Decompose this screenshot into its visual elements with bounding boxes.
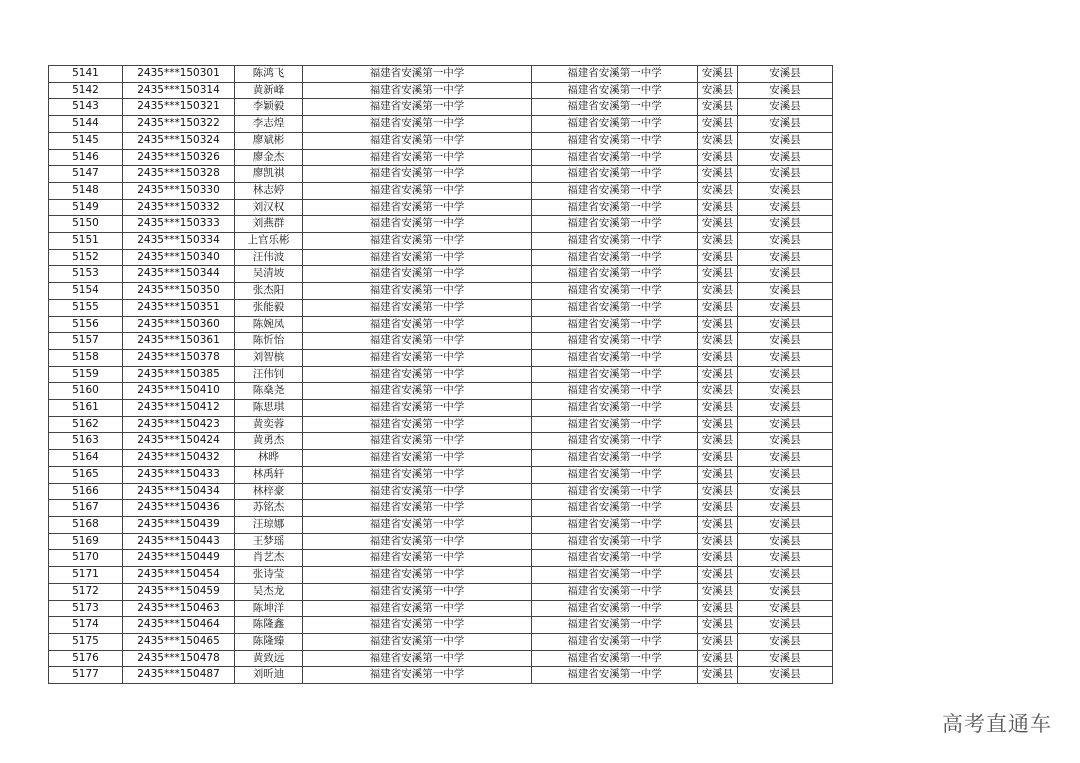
cell-student-name: 陈忻怡: [235, 333, 303, 350]
cell-seq-no: 5172: [49, 583, 123, 600]
table-row: [49, 567, 833, 584]
cell-student-name: 张杰阳: [235, 283, 303, 300]
table-row: [49, 82, 833, 99]
cell-county-2: 安溪县: [738, 182, 833, 199]
cell-school-2: 福建省安溪第一中学: [532, 650, 698, 667]
cell-seq-no: 5165: [49, 466, 123, 483]
cell-student-name: 汪伟波: [235, 249, 303, 266]
cell-school: 福建省安溪第一中学: [303, 400, 532, 417]
cell-exam-id: 2435***150360: [123, 316, 235, 333]
cell-seq-no: 5174: [49, 617, 123, 634]
cell-school-2: 福建省安溪第一中学: [532, 450, 698, 467]
cell-seq-no: 5155: [49, 299, 123, 316]
cell-county: 安溪县: [698, 66, 738, 83]
cell-county-2: 安溪县: [738, 82, 833, 99]
cell-school: 福建省安溪第一中学: [303, 500, 532, 517]
cell-county-2: 安溪县: [738, 299, 833, 316]
table-row: [49, 650, 833, 667]
cell-seq-no: 5151: [49, 233, 123, 250]
table-row: [49, 667, 833, 684]
cell-county-2: 安溪县: [738, 600, 833, 617]
table-row: [49, 433, 833, 450]
table-row: [49, 216, 833, 233]
cell-county: 安溪县: [698, 516, 738, 533]
cell-school: 福建省安溪第一中学: [303, 333, 532, 350]
cell-seq-no: 5141: [49, 66, 123, 83]
cell-seq-no: 5143: [49, 99, 123, 116]
cell-school-2: 福建省安溪第一中学: [532, 299, 698, 316]
cell-school-2: 福建省安溪第一中学: [532, 617, 698, 634]
table-row: [49, 333, 833, 350]
cell-county-2: 安溪县: [738, 550, 833, 567]
cell-seq-no: 5169: [49, 533, 123, 550]
cell-county-2: 安溪县: [738, 617, 833, 634]
cell-seq-no: 5163: [49, 433, 123, 450]
cell-county-2: 安溪县: [738, 316, 833, 333]
cell-exam-id: 2435***150330: [123, 182, 235, 199]
cell-county: 安溪县: [698, 433, 738, 450]
cell-exam-id: 2435***150322: [123, 116, 235, 133]
cell-county-2: 安溪县: [738, 450, 833, 467]
cell-exam-id: 2435***150378: [123, 349, 235, 366]
cell-exam-id: 2435***150301: [123, 66, 235, 83]
cell-student-name: 林梓豪: [235, 483, 303, 500]
cell-county-2: 安溪县: [738, 633, 833, 650]
cell-county-2: 安溪县: [738, 199, 833, 216]
cell-student-name: 林志婷: [235, 182, 303, 199]
cell-school: 福建省安溪第一中学: [303, 550, 532, 567]
cell-school-2: 福建省安溪第一中学: [532, 149, 698, 166]
cell-school: 福建省安溪第一中学: [303, 583, 532, 600]
cell-exam-id: 2435***150434: [123, 483, 235, 500]
cell-school-2: 福建省安溪第一中学: [532, 466, 698, 483]
cell-student-name: 吴杰龙: [235, 583, 303, 600]
cell-county-2: 安溪县: [738, 383, 833, 400]
table-row: [49, 249, 833, 266]
cell-county: 安溪县: [698, 416, 738, 433]
table-row: [49, 416, 833, 433]
cell-county: 安溪县: [698, 149, 738, 166]
cell-school: 福建省安溪第一中学: [303, 450, 532, 467]
cell-county-2: 安溪县: [738, 466, 833, 483]
cell-seq-no: 5158: [49, 349, 123, 366]
cell-seq-no: 5152: [49, 249, 123, 266]
table-row: [49, 450, 833, 467]
cell-student-name: 张能毅: [235, 299, 303, 316]
cell-school: 福建省安溪第一中学: [303, 667, 532, 684]
cell-seq-no: 5161: [49, 400, 123, 417]
cell-school: 福建省安溪第一中学: [303, 266, 532, 283]
cell-county-2: 安溪县: [738, 400, 833, 417]
cell-seq-no: 5166: [49, 483, 123, 500]
cell-student-name: 汪琼娜: [235, 516, 303, 533]
cell-county: 安溪县: [698, 283, 738, 300]
cell-county: 安溪县: [698, 333, 738, 350]
cell-county: 安溪县: [698, 633, 738, 650]
cell-student-name: 刘汉权: [235, 199, 303, 216]
cell-county: 安溪县: [698, 650, 738, 667]
cell-exam-id: 2435***150351: [123, 299, 235, 316]
table-row: [49, 617, 833, 634]
candidate-list-table: [48, 65, 833, 684]
cell-school: 福建省安溪第一中学: [303, 132, 532, 149]
cell-county-2: 安溪县: [738, 500, 833, 517]
cell-seq-no: 5154: [49, 283, 123, 300]
cell-exam-id: 2435***150463: [123, 600, 235, 617]
cell-school: 福建省安溪第一中学: [303, 366, 532, 383]
cell-exam-id: 2435***150321: [123, 99, 235, 116]
cell-seq-no: 5146: [49, 149, 123, 166]
cell-school: 福建省安溪第一中学: [303, 600, 532, 617]
cell-seq-no: 5147: [49, 166, 123, 183]
cell-student-name: 陈婉凤: [235, 316, 303, 333]
cell-school-2: 福建省安溪第一中学: [532, 600, 698, 617]
cell-county-2: 安溪县: [738, 266, 833, 283]
table-row: [49, 533, 833, 550]
cell-seq-no: 5160: [49, 383, 123, 400]
cell-county-2: 安溪县: [738, 366, 833, 383]
cell-school: 福建省安溪第一中学: [303, 567, 532, 584]
cell-exam-id: 2435***150454: [123, 567, 235, 584]
cell-school: 福建省安溪第一中学: [303, 349, 532, 366]
cell-county-2: 安溪县: [738, 483, 833, 500]
cell-exam-id: 2435***150443: [123, 533, 235, 550]
cell-county-2: 安溪县: [738, 333, 833, 350]
cell-county-2: 安溪县: [738, 349, 833, 366]
table-row: [49, 149, 833, 166]
table-row: [49, 349, 833, 366]
cell-school-2: 福建省安溪第一中学: [532, 99, 698, 116]
cell-school-2: 福建省安溪第一中学: [532, 116, 698, 133]
cell-school-2: 福建省安溪第一中学: [532, 516, 698, 533]
cell-seq-no: 5168: [49, 516, 123, 533]
cell-student-name: 陈隆臻: [235, 633, 303, 650]
table-row: [49, 483, 833, 500]
cell-student-name: 李颖毅: [235, 99, 303, 116]
cell-school: 福建省安溪第一中学: [303, 433, 532, 450]
cell-school: 福建省安溪第一中学: [303, 483, 532, 500]
cell-exam-id: 2435***150487: [123, 667, 235, 684]
table-row: [49, 550, 833, 567]
cell-county: 安溪县: [698, 166, 738, 183]
cell-county: 安溪县: [698, 450, 738, 467]
table-row: [49, 182, 833, 199]
cell-school: 福建省安溪第一中学: [303, 66, 532, 83]
cell-exam-id: 2435***150324: [123, 132, 235, 149]
cell-exam-id: 2435***150432: [123, 450, 235, 467]
cell-student-name: 黄勇杰: [235, 433, 303, 450]
cell-student-name: 刘智槟: [235, 349, 303, 366]
cell-school-2: 福建省安溪第一中学: [532, 483, 698, 500]
cell-student-name: 林晔: [235, 450, 303, 467]
cell-school: 福建省安溪第一中学: [303, 233, 532, 250]
cell-exam-id: 2435***150436: [123, 500, 235, 517]
cell-school-2: 福建省安溪第一中学: [532, 383, 698, 400]
cell-student-name: 陈隆鑫: [235, 617, 303, 634]
cell-exam-id: 2435***150350: [123, 283, 235, 300]
cell-county: 安溪县: [698, 349, 738, 366]
table-row: [49, 66, 833, 83]
table-row: [49, 600, 833, 617]
cell-school: 福建省安溪第一中学: [303, 82, 532, 99]
cell-seq-no: 5150: [49, 216, 123, 233]
cell-county: 安溪县: [698, 266, 738, 283]
cell-exam-id: 2435***150361: [123, 333, 235, 350]
table-row: [49, 299, 833, 316]
cell-county: 安溪县: [698, 383, 738, 400]
cell-school-2: 福建省安溪第一中学: [532, 433, 698, 450]
cell-exam-id: 2435***150314: [123, 82, 235, 99]
cell-seq-no: 5142: [49, 82, 123, 99]
cell-county: 安溪县: [698, 99, 738, 116]
cell-school: 福建省安溪第一中学: [303, 416, 532, 433]
cell-school: 福建省安溪第一中学: [303, 116, 532, 133]
cell-exam-id: 2435***150465: [123, 633, 235, 650]
cell-seq-no: 5164: [49, 450, 123, 467]
cell-county: 安溪县: [698, 500, 738, 517]
cell-school-2: 福建省安溪第一中学: [532, 182, 698, 199]
cell-exam-id: 2435***150333: [123, 216, 235, 233]
cell-school: 福建省安溪第一中学: [303, 516, 532, 533]
cell-exam-id: 2435***150332: [123, 199, 235, 216]
cell-student-name: 李志煌: [235, 116, 303, 133]
cell-school: 福建省安溪第一中学: [303, 617, 532, 634]
cell-student-name: 张诗莹: [235, 567, 303, 584]
cell-county: 安溪县: [698, 182, 738, 199]
cell-school: 福建省安溪第一中学: [303, 199, 532, 216]
table-row: [49, 233, 833, 250]
cell-exam-id: 2435***150334: [123, 233, 235, 250]
cell-school-2: 福建省安溪第一中学: [532, 349, 698, 366]
cell-county: 安溪县: [698, 583, 738, 600]
table-row: [49, 166, 833, 183]
cell-school-2: 福建省安溪第一中学: [532, 633, 698, 650]
cell-school: 福建省安溪第一中学: [303, 633, 532, 650]
cell-exam-id: 2435***150459: [123, 583, 235, 600]
cell-student-name: 王梦瑶: [235, 533, 303, 550]
cell-school: 福建省安溪第一中学: [303, 149, 532, 166]
cell-school-2: 福建省安溪第一中学: [532, 249, 698, 266]
table-row: [49, 316, 833, 333]
cell-school-2: 福建省安溪第一中学: [532, 266, 698, 283]
cell-school-2: 福建省安溪第一中学: [532, 400, 698, 417]
cell-exam-id: 2435***150385: [123, 366, 235, 383]
table-row: [49, 583, 833, 600]
cell-county: 安溪县: [698, 216, 738, 233]
table-row: [49, 366, 833, 383]
cell-county-2: 安溪县: [738, 283, 833, 300]
cell-student-name: 黄致远: [235, 650, 303, 667]
cell-seq-no: 5145: [49, 132, 123, 149]
cell-school: 福建省安溪第一中学: [303, 249, 532, 266]
cell-county-2: 安溪县: [738, 583, 833, 600]
cell-county: 安溪县: [698, 249, 738, 266]
cell-student-name: 廖斌彬: [235, 132, 303, 149]
cell-seq-no: 5173: [49, 600, 123, 617]
cell-student-name: 刘昕迪: [235, 667, 303, 684]
cell-county-2: 安溪县: [738, 416, 833, 433]
cell-exam-id: 2435***150326: [123, 149, 235, 166]
table-body: [49, 66, 833, 684]
cell-county: 安溪县: [698, 466, 738, 483]
cell-county-2: 安溪县: [738, 516, 833, 533]
cell-student-name: 吴清坡: [235, 266, 303, 283]
cell-school-2: 福建省安溪第一中学: [532, 316, 698, 333]
cell-student-name: 肖艺杰: [235, 550, 303, 567]
cell-exam-id: 2435***150328: [123, 166, 235, 183]
cell-county-2: 安溪县: [738, 116, 833, 133]
cell-school-2: 福建省安溪第一中学: [532, 550, 698, 567]
cell-school-2: 福建省安溪第一中学: [532, 233, 698, 250]
cell-county: 安溪县: [698, 600, 738, 617]
table-row: [49, 116, 833, 133]
cell-county-2: 安溪县: [738, 567, 833, 584]
cell-school: 福建省安溪第一中学: [303, 283, 532, 300]
cell-school: 福建省安溪第一中学: [303, 383, 532, 400]
cell-school: 福建省安溪第一中学: [303, 316, 532, 333]
cell-school: 福建省安溪第一中学: [303, 650, 532, 667]
cell-student-name: 上官乐彬: [235, 233, 303, 250]
cell-school-2: 福建省安溪第一中学: [532, 166, 698, 183]
cell-school: 福建省安溪第一中学: [303, 533, 532, 550]
cell-county: 安溪县: [698, 316, 738, 333]
cell-school-2: 福建省安溪第一中学: [532, 567, 698, 584]
table-row: [49, 516, 833, 533]
watermark-logo-text: 高考直通车: [942, 712, 1052, 736]
cell-county-2: 安溪县: [738, 433, 833, 450]
cell-exam-id: 2435***150478: [123, 650, 235, 667]
cell-county: 安溪县: [698, 667, 738, 684]
cell-county-2: 安溪县: [738, 233, 833, 250]
cell-school-2: 福建省安溪第一中学: [532, 132, 698, 149]
cell-school-2: 福建省安溪第一中学: [532, 82, 698, 99]
table-row: [49, 500, 833, 517]
cell-student-name: 陈坤洋: [235, 600, 303, 617]
cell-county: 安溪县: [698, 116, 738, 133]
cell-student-name: 林禹轩: [235, 466, 303, 483]
cell-county: 安溪县: [698, 82, 738, 99]
cell-exam-id: 2435***150423: [123, 416, 235, 433]
cell-county-2: 安溪县: [738, 99, 833, 116]
cell-seq-no: 5153: [49, 266, 123, 283]
cell-exam-id: 2435***150424: [123, 433, 235, 450]
cell-county: 安溪县: [698, 483, 738, 500]
cell-seq-no: 5162: [49, 416, 123, 433]
cell-seq-no: 5177: [49, 667, 123, 684]
cell-county-2: 安溪县: [738, 216, 833, 233]
cell-school-2: 福建省安溪第一中学: [532, 216, 698, 233]
cell-student-name: 陈思琪: [235, 400, 303, 417]
cell-school-2: 福建省安溪第一中学: [532, 283, 698, 300]
cell-seq-no: 5171: [49, 567, 123, 584]
cell-county: 安溪县: [698, 533, 738, 550]
cell-seq-no: 5176: [49, 650, 123, 667]
cell-county: 安溪县: [698, 617, 738, 634]
cell-school-2: 福建省安溪第一中学: [532, 533, 698, 550]
cell-seq-no: 5170: [49, 550, 123, 567]
cell-exam-id: 2435***150344: [123, 266, 235, 283]
cell-seq-no: 5159: [49, 366, 123, 383]
cell-school-2: 福建省安溪第一中学: [532, 667, 698, 684]
cell-student-name: 刘燕群: [235, 216, 303, 233]
cell-exam-id: 2435***150340: [123, 249, 235, 266]
cell-seq-no: 5175: [49, 633, 123, 650]
cell-seq-no: 5157: [49, 333, 123, 350]
cell-exam-id: 2435***150410: [123, 383, 235, 400]
table-row: [49, 132, 833, 149]
cell-county: 安溪县: [698, 366, 738, 383]
cell-student-name: 汪伟钊: [235, 366, 303, 383]
cell-seq-no: 5149: [49, 199, 123, 216]
cell-school: 福建省安溪第一中学: [303, 466, 532, 483]
cell-seq-no: 5148: [49, 182, 123, 199]
table-row: [49, 466, 833, 483]
cell-student-name: 黄新峰: [235, 82, 303, 99]
cell-school: 福建省安溪第一中学: [303, 99, 532, 116]
cell-county: 安溪县: [698, 400, 738, 417]
cell-school: 福建省安溪第一中学: [303, 216, 532, 233]
cell-school-2: 福建省安溪第一中学: [532, 500, 698, 517]
cell-school-2: 福建省安溪第一中学: [532, 416, 698, 433]
cell-student-name: 苏铭杰: [235, 500, 303, 517]
cell-county: 安溪县: [698, 199, 738, 216]
cell-seq-no: 5144: [49, 116, 123, 133]
cell-county: 安溪县: [698, 299, 738, 316]
table-row: [49, 283, 833, 300]
cell-county-2: 安溪县: [738, 650, 833, 667]
cell-student-name: 黄奕蓉: [235, 416, 303, 433]
cell-county: 安溪县: [698, 550, 738, 567]
cell-school-2: 福建省安溪第一中学: [532, 199, 698, 216]
table-row: [49, 199, 833, 216]
cell-student-name: 廖凯祺: [235, 166, 303, 183]
cell-county-2: 安溪县: [738, 66, 833, 83]
cell-school-2: 福建省安溪第一中学: [532, 583, 698, 600]
cell-exam-id: 2435***150464: [123, 617, 235, 634]
cell-exam-id: 2435***150439: [123, 516, 235, 533]
table-row: [49, 99, 833, 116]
cell-school: 福建省安溪第一中学: [303, 182, 532, 199]
cell-exam-id: 2435***150449: [123, 550, 235, 567]
cell-county: 安溪县: [698, 233, 738, 250]
table-row: [49, 633, 833, 650]
cell-county-2: 安溪县: [738, 533, 833, 550]
cell-student-name: 陈鸿飞: [235, 66, 303, 83]
cell-county-2: 安溪县: [738, 667, 833, 684]
cell-exam-id: 2435***150433: [123, 466, 235, 483]
cell-seq-no: 5167: [49, 500, 123, 517]
table-row: [49, 383, 833, 400]
cell-county-2: 安溪县: [738, 249, 833, 266]
cell-county-2: 安溪县: [738, 132, 833, 149]
cell-school-2: 福建省安溪第一中学: [532, 333, 698, 350]
cell-county-2: 安溪县: [738, 149, 833, 166]
cell-county: 安溪县: [698, 132, 738, 149]
table-row: [49, 400, 833, 417]
cell-county: 安溪县: [698, 567, 738, 584]
cell-seq-no: 5156: [49, 316, 123, 333]
cell-school: 福建省安溪第一中学: [303, 166, 532, 183]
cell-student-name: 廖金杰: [235, 149, 303, 166]
cell-school-2: 福建省安溪第一中学: [532, 66, 698, 83]
cell-student-name: 陈燊尧: [235, 383, 303, 400]
cell-school-2: 福建省安溪第一中学: [532, 366, 698, 383]
cell-county-2: 安溪县: [738, 166, 833, 183]
table-row: [49, 266, 833, 283]
cell-school: 福建省安溪第一中学: [303, 299, 532, 316]
cell-exam-id: 2435***150412: [123, 400, 235, 417]
